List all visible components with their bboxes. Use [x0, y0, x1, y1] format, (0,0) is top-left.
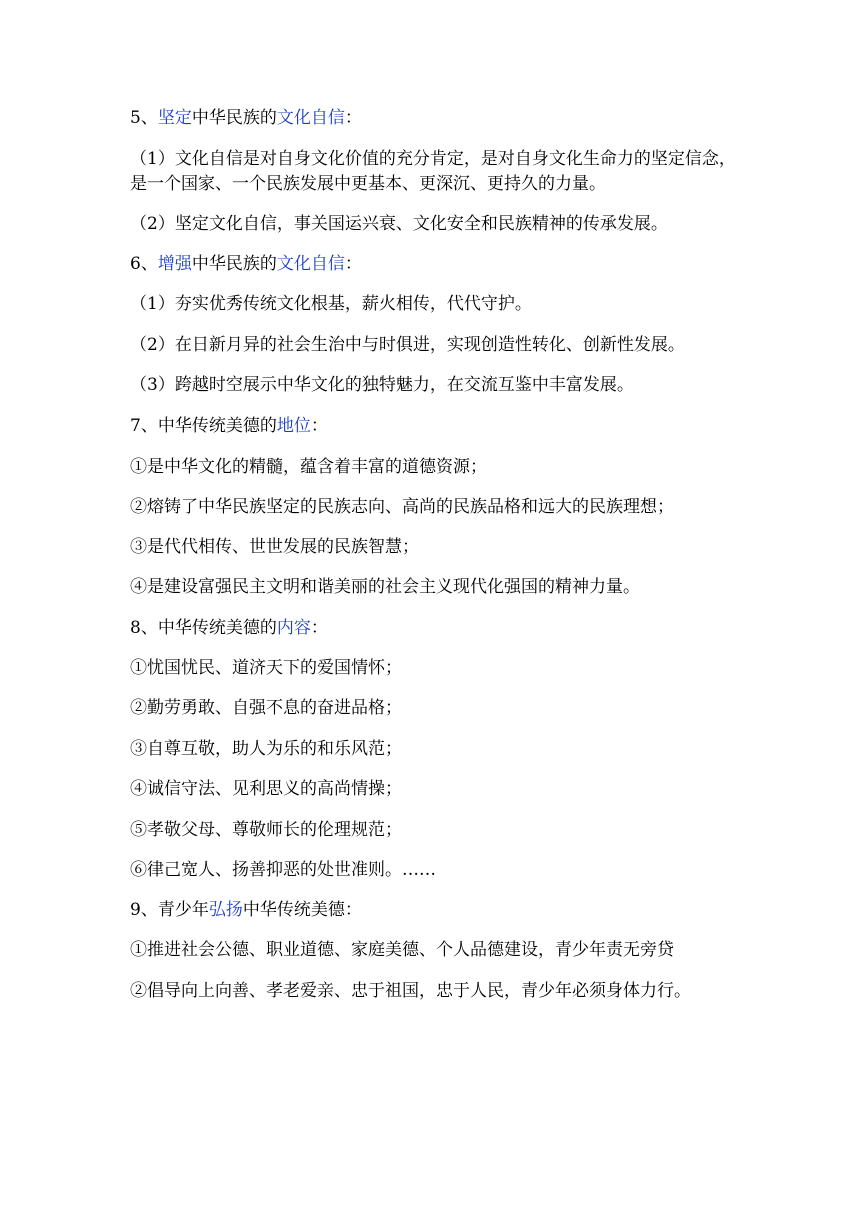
- highlight-text: 增强: [157, 254, 192, 274]
- section-heading-8: [130, 617, 830, 639]
- heading-colon: ：: [344, 108, 362, 128]
- list-item: ④是建设富强民主文明和谐美丽的社会主义现代化强国的精神力量。: [130, 577, 640, 597]
- section-heading-7: [130, 415, 830, 437]
- section-heading-6: [130, 253, 830, 275]
- list-item-continuation: 是一个国家、一个民族发展中更基本、更深沉、更持久的力量。: [130, 174, 606, 194]
- heading-number: 5、: [130, 108, 158, 128]
- list-item: ①推进社会公德、职业道德、家庭美德、个人品德建设，青少年责无旁贷: [130, 940, 674, 960]
- list-item: ②熔铸了中华民族坚定的民族志向、高尚的民族品格和远大的民族理想；: [130, 497, 674, 517]
- list-item: （3）跨越时空展示中华文化的独特魅力，在交流互鉴中丰富发展。: [130, 375, 634, 395]
- list-item: （2）坚定文化自信，事关国运兴衰、文化安全和民族精神的传承发展。: [130, 214, 668, 234]
- section-heading-9: [130, 899, 830, 921]
- list-item: ②倡导向上向善、孝老爱亲、忠于祖国，忠于人民，青少年必须身体力行。: [130, 981, 691, 1001]
- heading-colon: ：: [344, 254, 362, 274]
- heading-text: 8、中华传统美德的: [130, 618, 277, 638]
- highlight-text: 文化自信: [276, 254, 345, 274]
- list-item: （1）文化自信是对自身文化价值的充分肯定，是对自身文化生命力的坚定信念，: [130, 149, 736, 169]
- heading-text: 中华民族的: [191, 254, 277, 274]
- highlight-text: 内容: [276, 618, 311, 638]
- list-item: ①忧国忧民、道济天下的爱国情怀；: [130, 658, 402, 678]
- heading-text: 中华传统美德：: [242, 900, 362, 920]
- list-item: ③自尊互敬，助人为乐的和乐风范；: [130, 739, 402, 759]
- section-heading-5: [130, 107, 830, 129]
- list-item: （2）在日新月异的社会生治中与时俱进，实现创造性转化、创新性发展。: [130, 335, 685, 355]
- list-item: ④诚信守法、见利思义的高尚情操；: [130, 779, 402, 799]
- heading-colon: ：: [310, 618, 328, 638]
- list-item: （1）夯实优秀传统文化根基，薪火相传，代代守护。: [130, 294, 532, 314]
- heading-colon: ：: [310, 416, 328, 436]
- highlight-text: 弘扬: [208, 900, 243, 920]
- heading-text: 7、中华传统美德的: [130, 416, 277, 436]
- list-item: ⑤孝敬父母、尊敬师长的伦理规范；: [130, 820, 402, 840]
- heading-text: 中华民族的: [191, 108, 277, 128]
- list-item: ②勤劳勇敢、自强不息的奋进品格；: [130, 698, 402, 718]
- highlight-text: 地位: [276, 416, 311, 436]
- heading-text: 9、青少年: [130, 900, 209, 920]
- list-item: ⑥律己宽人、扬善抑恶的处世准则。……: [130, 860, 436, 880]
- list-item: ③是代代相传、世世发展的民族智慧；: [130, 537, 419, 557]
- list-item: ①是中华文化的精髓，蕴含着丰富的道德资源；: [130, 457, 487, 477]
- highlight-text: 文化自信: [276, 108, 345, 128]
- highlight-text: 坚定: [157, 108, 192, 128]
- heading-number: 6、: [130, 254, 158, 274]
